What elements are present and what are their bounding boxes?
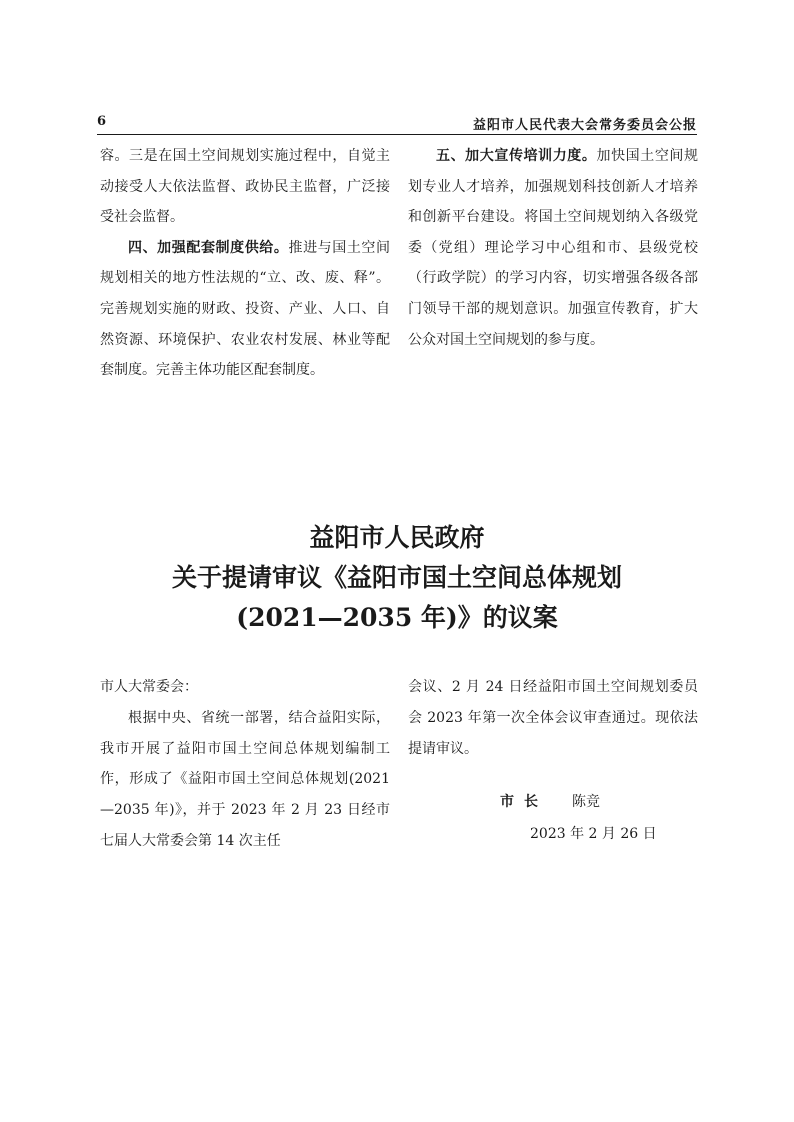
- top-left-column: [100, 141, 390, 386]
- bottom-left-column: [100, 672, 390, 857]
- section-5-paragraph: [408, 141, 698, 355]
- continuation-paragraph: 容。三是在国土空间规划实施过程中，自觉主动接受人大依法监督、政协民主监督，广泛接受社会监督。: [100, 148, 390, 226]
- article-title-line-1: 益阳市人民政府: [309, 523, 485, 552]
- section-4-body: 推进与国土空间规划相关的地方性法规的“立、改、废、释”。完善规划实施的财政、投资、产业、人口、自然资源、环境保护、农业农村发展、林业等配套制度。完善主体功能区配套制度。: [100, 239, 391, 379]
- section-4-paragraph: [100, 233, 390, 386]
- section-5-body: 加快国土空间规划专业人才培养，加强规划科技创新人才培养和创新平台建设。将国土空间规划纳入各级党委（党组）理论学习中心组和市、县级党校（行政学院）的学习内容，切实增强各级各部门领导干部的规划意识。加强宣传教育，扩大公众对国土空间规划的参与度。: [408, 148, 699, 348]
- signature-title: 市长: [500, 794, 548, 810]
- proposal-body-left: 根据中央、省统一部署，结合益阳实际，我市开展了益阳市国土空间总体规划编制工作，形成了《益阳市国土空间总体规划(2021—2035 年)》，并于 2023 年 2 月 23 日经市七届人大常委会第 14 次主任: [100, 709, 390, 849]
- signature-date: 2023 年 2 月 26 日: [530, 826, 657, 842]
- signature-block: [500, 786, 700, 850]
- header-rule: [97, 134, 697, 135]
- proposal-body-right: 会议、2 月 24 日经益阳市国土空间规划委员会 2023 年第一次全体会议审查通过。现依法提请审议。: [408, 679, 698, 757]
- journal-title: 益阳市人民代表大会常务委员会公报: [472, 118, 697, 133]
- top-right-column: [408, 141, 698, 355]
- article-title-line-3: (2021—2035 年)》的议案: [236, 603, 558, 632]
- article-title-line-2: 关于提请审议《益阳市国土空间总体规划: [171, 563, 622, 592]
- signature-name: 陈竞: [572, 794, 600, 810]
- salutation: 市人大常委会：: [100, 679, 198, 695]
- section-5-heading: 五、加大宣传培训力度。: [436, 148, 597, 164]
- page-number: 6: [97, 114, 107, 129]
- bottom-right-column: [408, 672, 698, 764]
- section-4-heading: 四、加强配套制度供给。: [128, 239, 289, 256]
- article-title: [0, 518, 794, 638]
